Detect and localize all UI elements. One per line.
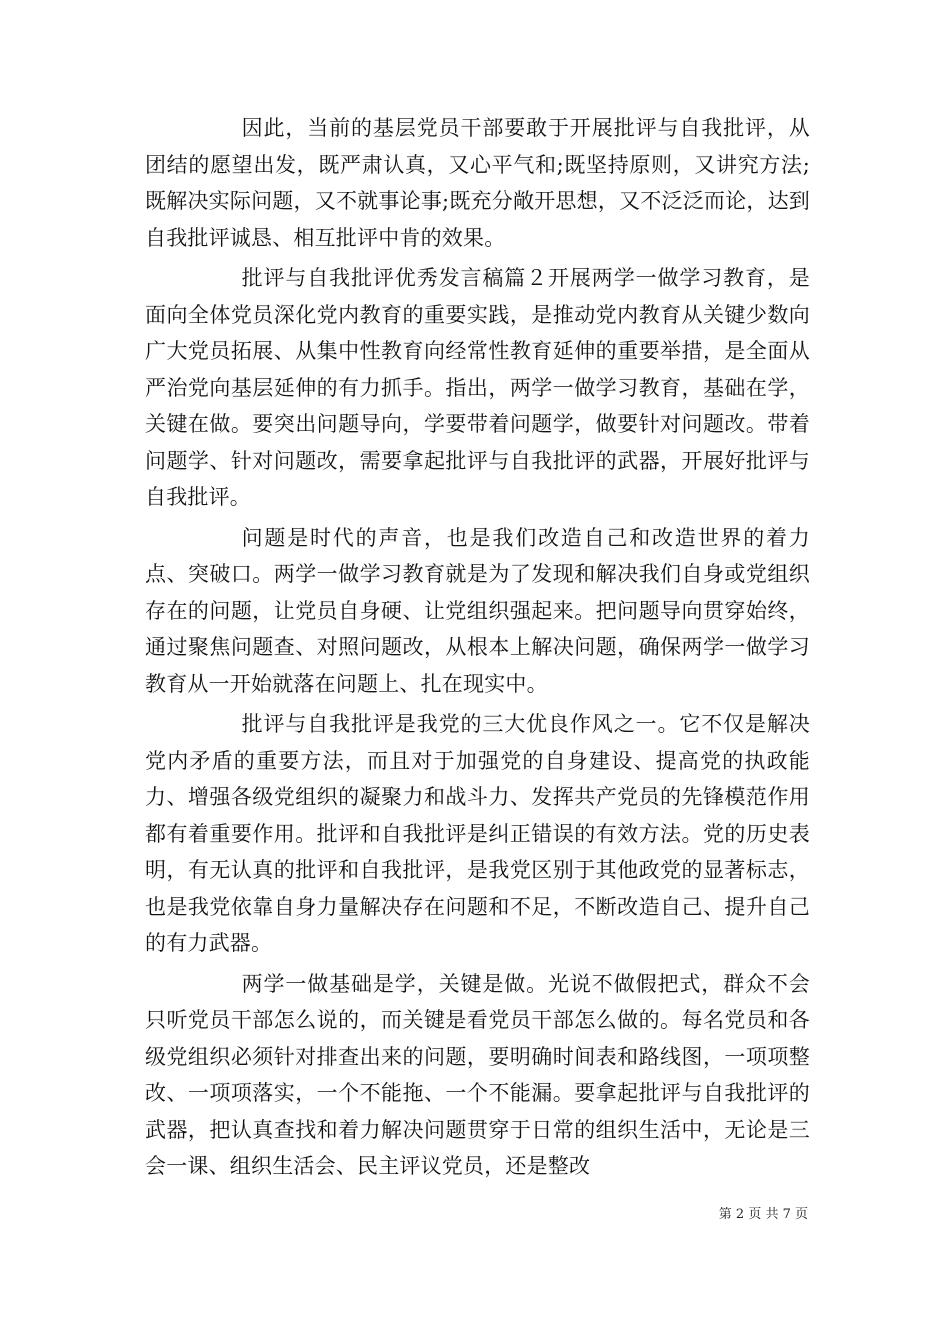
paragraph-2: 批评与自我批评优秀发言稿篇２开展两学一做学习教育，是面向全体党员深化党内教育的重要实践，是推动党内教育从关键少数向广大党员拓展、从集中性教育向经常性教育延伸的重要举措，是全面从严治党向基层延伸的有力抓手。指出，两学一做学习教育，基础在学，关键在做。要突出问题导向，学要带着问题学，做要针对问题改。带着问题学、针对问题改，需要拿起批评与自我批评的武器，开展好批评与自我批评。 [145,266,810,509]
paragraph-1: 因此，当前的基层党员干部要敢于开展批评与自我批评，从团结的愿望出发，既严肃认真，又心平气和;既坚持原则，又讲究方法;既解决实际问题，又不就事论事;既充分敞开思想，又不泛泛而论，达到自我批评诚恳、相互批评中肯的效果。 [145,116,810,250]
paragraph-5: 两学一做基础是学，关键是做。光说不做假把式，群众不会只听党员干部怎么说的，而关键是看党员干部怎么做的。每名党员和各级党组织必须针对排查出来的问题，要明确时间表和路线图，一项项整改、一项项落实，一个不能拖、一个不能漏。要拿起批评与自我批评的武器，把认真查找和着力解决问题贯穿于日常的组织生活中，无论是三会一课、组织生活会、民主评议党员，还是整改 [145,971,810,1178]
document-body [145,110,810,1185]
page-number-footer: 第 2 页 共 7 页 [718,1207,808,1222]
paragraph-4: 批评与自我批评是我党的三大优良作风之一。它不仅是解决党内矛盾的重要方法，而且对于加强党的自身建设、提高党的执政能力、增强各级党组织的凝聚力和战斗力、发挥共产党员的先锋模范作用都有着重要作用。批评和自我批评是纠正错误的有效方法。党的历史表明，有无认真的批评和自我批评，是我党区别于其他政党的显著标志，也是我党依靠自身力量解决存在问题和不足，不断改造自己、提升自己的有力武器。 [145,712,810,955]
paragraph-3: 问题是时代的声音，也是我们改造自己和改造世界的着力点、突破口。两学一做学习教育就是为了发现和解决我们自身或党组织存在的问题，让党员自身硬、让党组织强起来。把问题导向贯穿始终，通过聚焦问题查、对照问题改，从根本上解决问题，确保两学一做学习教育从一开始就落在问题上、扎在现实中。 [145,525,810,696]
